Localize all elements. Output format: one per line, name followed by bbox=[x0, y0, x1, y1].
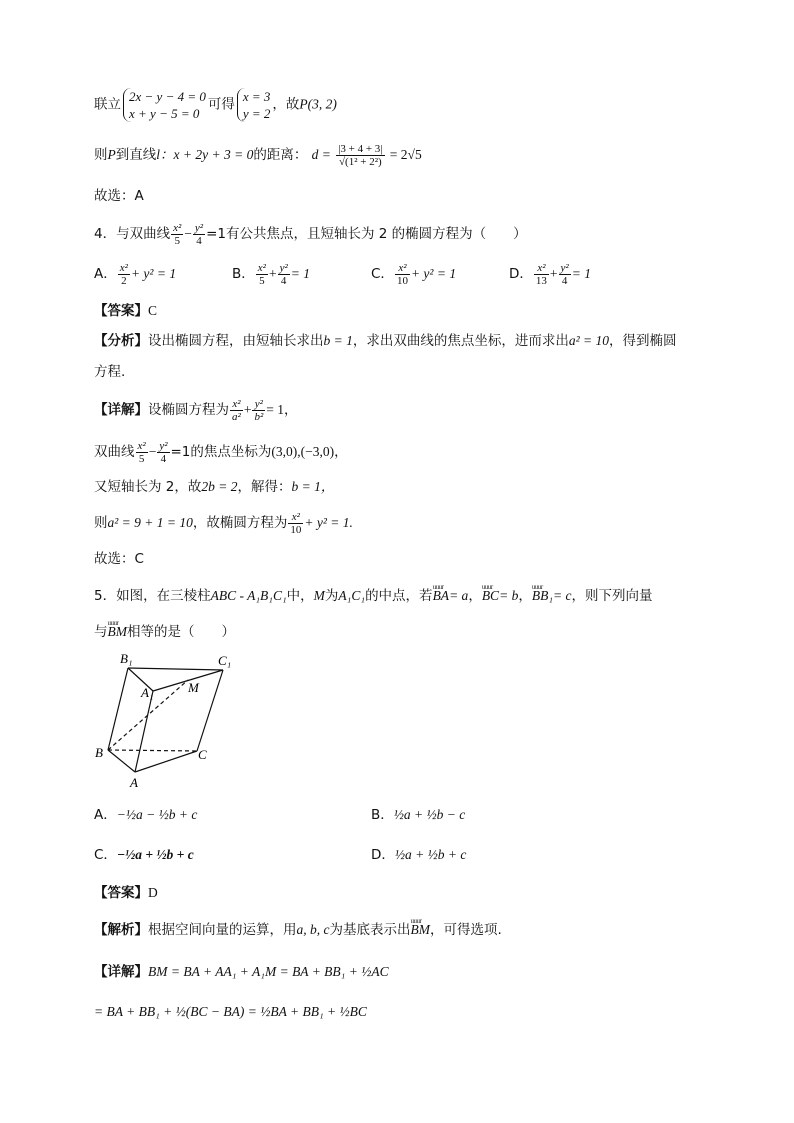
text: 为 bbox=[324, 588, 339, 604]
q5-option-d[interactable] bbox=[371, 845, 466, 865]
numerator: y² bbox=[194, 222, 204, 234]
denominator: 10 bbox=[396, 275, 408, 287]
numerator: y² bbox=[252, 398, 265, 411]
label-b1: B₁ bbox=[120, 651, 133, 666]
text-lianli: 联立 bbox=[94, 96, 121, 113]
denominator: 5 bbox=[259, 275, 265, 287]
label-c: C bbox=[198, 747, 207, 762]
denominator: 4 bbox=[160, 453, 167, 465]
q4-detail-line2: 双曲线 $\frac{\text{x²}}{5}$ − $\frac{\text{y²}}{4}$ =1的焦点坐标为(3,0),(−3,0)， bbox=[94, 440, 348, 465]
text: 双曲线 bbox=[94, 444, 135, 460]
label: C． bbox=[371, 266, 394, 282]
fraction bbox=[278, 262, 290, 287]
denominator: 5 bbox=[174, 235, 180, 247]
text: 中， bbox=[286, 588, 314, 604]
answer-value: D bbox=[148, 885, 158, 900]
equation: = BA + BB₁ + ½(BC − BA) = ½BA + BB₁ + ½BC bbox=[94, 1004, 367, 1019]
answer-line: 故选：A bbox=[94, 188, 144, 204]
vector-bb1: uuur BB₁ bbox=[532, 586, 553, 606]
answer-value: C bbox=[148, 303, 158, 318]
q4-analysis-line1 bbox=[94, 331, 677, 351]
fraction bbox=[395, 262, 410, 287]
q4-detail-line1: 【详解】设椭圆方程为 $\frac{\text{x²}}{\text{a²}}$ + $\frac{\text{y²}}{\text{b²}}$ = 1， bbox=[94, 398, 298, 423]
text: 设椭圆方程为 bbox=[148, 402, 229, 418]
vector-ba: uuur BA bbox=[433, 586, 450, 606]
point-p: P(3, 2) bbox=[299, 96, 337, 112]
expr: −½a + ½b + c bbox=[116, 847, 194, 862]
numerator: |3 + 4 + 3| bbox=[338, 143, 383, 155]
fraction bbox=[136, 440, 148, 465]
expr: ½a + ½b − c bbox=[393, 807, 466, 822]
numerator: y² bbox=[560, 262, 569, 274]
expr: −½a − ½b + c bbox=[116, 807, 198, 822]
numerator: x² bbox=[230, 398, 243, 411]
q4-analysis-line2: 方程. bbox=[94, 364, 126, 380]
text: 设出椭圆方程，由短轴长求出 bbox=[148, 333, 324, 349]
q5-line2 bbox=[94, 622, 235, 642]
segment: A₁C₁ bbox=[338, 588, 366, 603]
q5-detail-line2 bbox=[94, 1002, 367, 1022]
text: =1的焦点坐标为 bbox=[170, 444, 272, 460]
text: 与 bbox=[94, 624, 108, 640]
text: ，则下列向量 bbox=[571, 588, 653, 604]
analysis-tag: 【分析】 bbox=[94, 333, 148, 349]
math-p: P bbox=[107, 147, 116, 162]
equation: BM = BA + AA₁ + A₁M = BA + BB₁ + ½AC bbox=[148, 964, 389, 979]
text: 4．与双曲线 bbox=[94, 226, 171, 242]
q4-option-c[interactable] bbox=[371, 262, 456, 287]
edge-ac bbox=[135, 751, 197, 772]
math-l: l bbox=[156, 147, 161, 162]
edge-bc-hidden bbox=[108, 750, 197, 751]
basis: a, b, c bbox=[296, 922, 330, 937]
edge-ba bbox=[108, 750, 135, 772]
text: =1有公共焦点，且短轴长为 2 的椭圆方程为（ ） bbox=[206, 226, 527, 242]
expr: + y² = 1. bbox=[304, 515, 353, 530]
equation-2: x + y − 5 = 0 bbox=[129, 106, 200, 121]
prism-name: ABC - A₁B₁C₁ bbox=[210, 588, 287, 603]
edge-b1c1 bbox=[128, 668, 223, 670]
q5-line1: 5．如图，在三棱柱ABC - A₁B₁C₁中，M为A₁C₁的中点，若uuur BA= a，uuur BC= b，uuur BB₁= c，则下列向量 bbox=[94, 586, 653, 606]
solution-2: y = 2 bbox=[242, 106, 271, 121]
q4-option-d[interactable]: D． $\frac{\text{x²}}{13}$ + $\frac{\text{y²}}{4}$ = 1 bbox=[509, 262, 591, 287]
vector-bc: uuur BC bbox=[482, 586, 499, 606]
text: 为基底表示出 bbox=[329, 922, 411, 938]
text: 的中点，若 bbox=[365, 588, 433, 604]
q5-analysis bbox=[94, 920, 502, 940]
q5-detail-line1 bbox=[94, 962, 389, 982]
prism-figure bbox=[92, 648, 252, 793]
equation-1: 2x − y − 4 = 0 bbox=[129, 89, 206, 104]
distance-line bbox=[94, 143, 422, 168]
denominator: 10 bbox=[290, 524, 302, 536]
text: 则 bbox=[94, 147, 108, 163]
math-d: d = bbox=[311, 147, 331, 162]
distance-result: = 2√5 bbox=[389, 147, 422, 162]
q4-option-a[interactable] bbox=[94, 262, 176, 287]
label-a1: A₁ bbox=[141, 685, 154, 700]
eq-a: = a bbox=[449, 588, 469, 603]
numerator: y² bbox=[159, 440, 168, 452]
q5-option-b[interactable] bbox=[371, 805, 465, 825]
denominator: b² bbox=[254, 411, 264, 423]
label-c1: C₁ bbox=[218, 653, 232, 668]
analysis-tag: 【解析】 bbox=[94, 922, 148, 938]
text: 则 bbox=[94, 515, 108, 531]
math: b = 1， bbox=[291, 479, 335, 494]
q4-answer bbox=[94, 301, 157, 321]
text: 相等的是（ ） bbox=[127, 624, 235, 640]
numerator: x² bbox=[257, 262, 266, 274]
text: ，得到椭圆 bbox=[609, 333, 677, 349]
q5-option-a[interactable] bbox=[94, 805, 197, 825]
label: C． bbox=[94, 847, 117, 863]
expr: = 1 bbox=[571, 266, 591, 281]
equation-system bbox=[123, 88, 206, 122]
text: ，求出双曲线的焦点坐标，进而求出 bbox=[352, 333, 569, 349]
q4-detail-line3 bbox=[94, 477, 334, 497]
label: A． bbox=[94, 807, 117, 823]
text: 根据空间向量的运算，用 bbox=[148, 922, 297, 938]
denominator: √(1² + 2²) bbox=[339, 156, 382, 168]
numerator: x² bbox=[173, 222, 182, 234]
fraction bbox=[252, 398, 265, 423]
detail-tag: 【详解】 bbox=[94, 402, 148, 418]
numerator: y² bbox=[279, 262, 288, 274]
points: (3,0),(−3,0)， bbox=[271, 444, 348, 459]
fraction bbox=[256, 262, 268, 287]
numerator: x² bbox=[395, 262, 410, 275]
solution-1: x = 3 bbox=[242, 89, 271, 104]
math: b = 1 bbox=[323, 333, 353, 348]
distance-fraction bbox=[336, 143, 384, 168]
denominator: 5 bbox=[138, 453, 145, 465]
q4-option-b[interactable]: B． $\frac{\text{x²}}{5}$ + $\frac{\text{y²}}{4}$ = 1 bbox=[232, 262, 311, 287]
q5-answer bbox=[94, 883, 158, 903]
text: 5．如图，在三棱柱 bbox=[94, 588, 211, 604]
numerator: x² bbox=[288, 511, 303, 524]
denominator: a² bbox=[232, 411, 241, 423]
expr: ½a + ½b + c bbox=[394, 847, 467, 862]
answer-tag: 【答案】 bbox=[94, 303, 148, 319]
math: 2b = 2 bbox=[201, 479, 238, 494]
denominator: 2 bbox=[121, 275, 127, 287]
detail-tag: 【详解】 bbox=[94, 964, 148, 980]
denominator: 13 bbox=[535, 275, 547, 287]
fraction bbox=[559, 262, 571, 287]
denominator: 4 bbox=[561, 275, 568, 287]
label: B． bbox=[232, 266, 255, 282]
edge-aa1 bbox=[135, 691, 153, 772]
q4-final: 故选：C bbox=[94, 551, 144, 567]
fraction bbox=[157, 440, 169, 465]
numerator: x² bbox=[137, 440, 146, 452]
label: B． bbox=[371, 807, 394, 823]
text: 又短轴长为 2，故 bbox=[94, 479, 202, 495]
edge-bb1 bbox=[108, 668, 128, 750]
math-m: M bbox=[313, 588, 325, 603]
label: A． bbox=[94, 266, 117, 282]
label: D． bbox=[509, 266, 533, 282]
expr: = 1 bbox=[290, 266, 311, 281]
question-4: 4．与双曲线 $\frac{\text{x²}}{5}$ − $\frac{\text{y²}}{4}$ =1有公共焦点，且短轴长为 2 的椭圆方程为（ ） bbox=[94, 222, 527, 247]
text: 的距离： bbox=[253, 147, 308, 163]
vector-bm: uuur BM bbox=[411, 920, 431, 940]
fraction bbox=[288, 511, 303, 536]
text: ，解得： bbox=[237, 479, 292, 495]
fraction bbox=[118, 262, 130, 287]
text: ，可得选项. bbox=[430, 922, 502, 938]
eq-c: = c bbox=[553, 588, 572, 603]
vector-bm: uuur BM bbox=[108, 622, 128, 642]
line-equation: ：x + 2y + 3 = 0 bbox=[160, 147, 254, 162]
fraction bbox=[534, 262, 549, 287]
fraction bbox=[230, 398, 243, 423]
expr: + y² = 1 bbox=[130, 266, 177, 281]
q4-detail-line4 bbox=[94, 511, 353, 536]
label-a: A bbox=[130, 775, 138, 790]
math: a² = 10 bbox=[568, 333, 610, 348]
expr: + y² = 1 bbox=[410, 266, 457, 281]
text: ，故椭圆方程为 bbox=[192, 515, 288, 531]
text-gu: ，故 bbox=[272, 96, 300, 113]
numerator: x² bbox=[119, 262, 128, 274]
label: D． bbox=[371, 847, 395, 863]
answer-tag: 【答案】 bbox=[94, 885, 148, 901]
numerator: x² bbox=[534, 262, 549, 275]
denominator: 4 bbox=[280, 275, 287, 287]
q5-option-c[interactable] bbox=[94, 845, 194, 865]
denominator: 4 bbox=[196, 235, 202, 247]
fraction bbox=[171, 222, 183, 247]
label-m: M bbox=[188, 680, 199, 695]
label-b: B bbox=[95, 745, 103, 760]
system-line bbox=[94, 88, 337, 122]
eq-b: = b bbox=[499, 588, 519, 603]
math: a² = 9 + 1 = 10 bbox=[107, 515, 193, 530]
expr: = 1， bbox=[266, 402, 298, 417]
text-kede: 可得 bbox=[207, 96, 235, 113]
edge-cc1 bbox=[197, 670, 223, 751]
fraction bbox=[193, 222, 205, 247]
text: 到直线 bbox=[115, 147, 157, 163]
solution-system bbox=[237, 88, 271, 122]
